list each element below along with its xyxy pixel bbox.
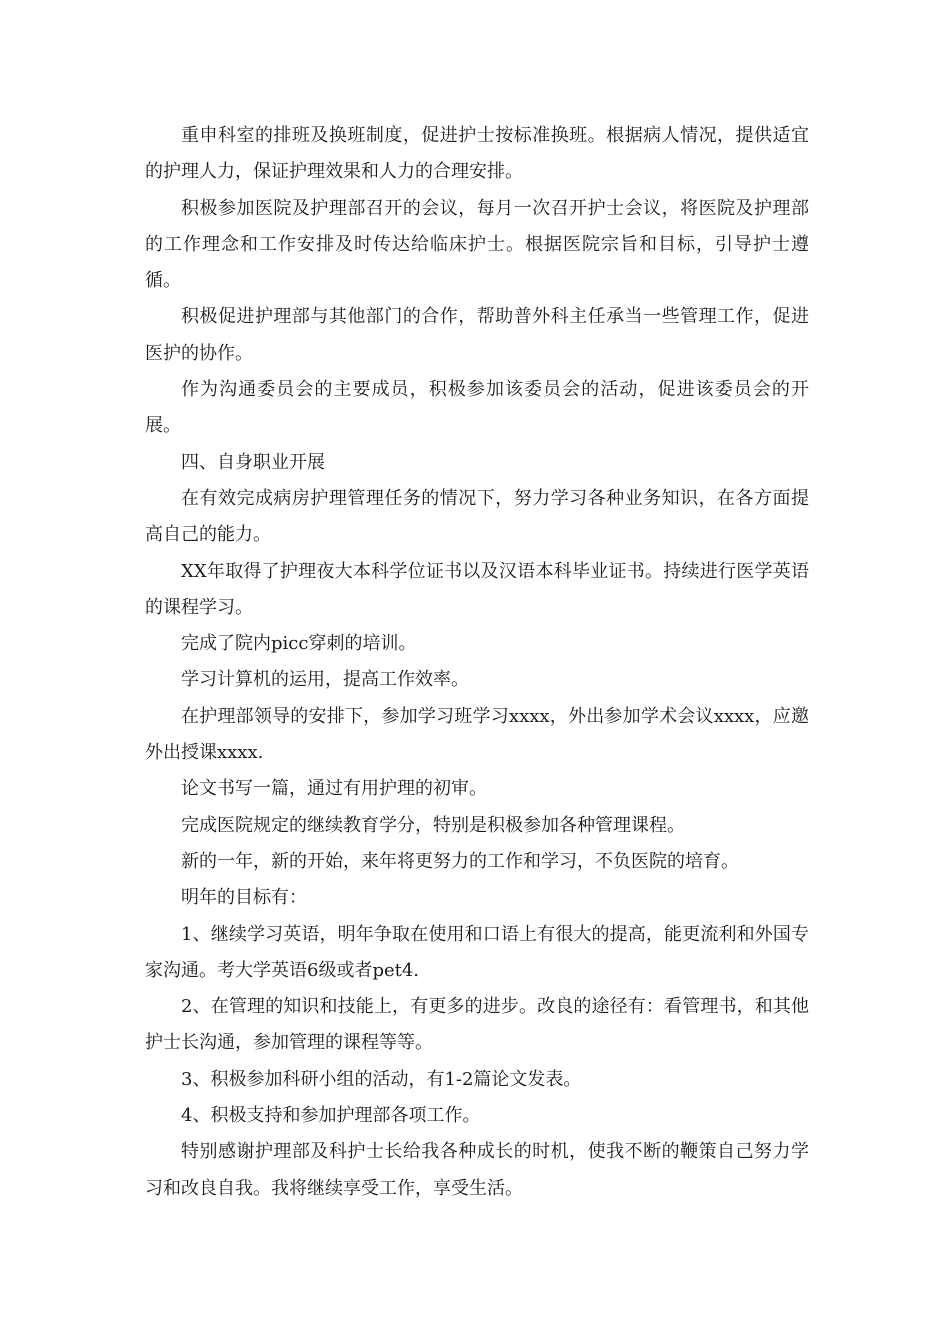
- goal-item: 2、在管理的知识和技能上，有更多的进步。改良的途径有：看管理书，和其他护士长沟通，参加管理的课程等等。: [145, 996, 809, 1054]
- paragraph: 新的一年，新的开始，来年将更努力的工作和学习，不负医院的培育。: [181, 850, 739, 872]
- paragraph: 完成医院规定的继续教育学分，特别是积极参加各种管理课程。: [181, 814, 685, 836]
- paragraph: 论文书写一篇，通过有用护理的初审。: [181, 778, 487, 800]
- paragraph: 学习计算机的运用，提高工作效率。: [181, 669, 469, 691]
- section-heading: 四、自身职业开展: [181, 451, 325, 473]
- paragraph: XX年取得了护理夜大本科学位证书以及汉语本科毕业证书。持续进行医学英语的课程学习。: [145, 560, 809, 618]
- paragraph: 积极参加医院及护理部召开的会议，每月一次召开护士会议，将医院及护理部的工作理念和工作安排及时传达给临床护士。根据医院宗旨和目标，引导护士遵循。: [145, 197, 809, 292]
- paragraph: 完成了院内picc穿刺的培训。: [181, 633, 417, 655]
- closing-paragraph: 特别感谢护理部及科护士长给我各种成长的时机，使我不断的鞭策自己努力学习和改良自我。我将继续享受工作，享受生活。: [145, 1141, 809, 1199]
- goal-item: 3、积极参加科研小组的活动，有1-2篇论文发表。: [181, 1068, 582, 1090]
- paragraph: 积极促进护理部与其他部门的合作，帮助普外科主任承当一些管理工作，促进医护的协作。: [145, 306, 809, 364]
- goal-item: 4、积极支持和参加护理部各项工作。: [181, 1105, 481, 1127]
- paragraph: 作为沟通委员会的主要成员，积极参加该委员会的活动，促进该委员会的开展。: [145, 379, 809, 437]
- goals-heading: 明年的目标有：: [181, 887, 307, 909]
- paragraph: 重申科室的排班及换班制度，促进护士按标准换班。根据病人情况，提供适宜的护理人力，保证护理效果和人力的合理安排。: [145, 125, 809, 183]
- paragraph: 在有效完成病房护理管理任务的情况下，努力学习各种业务知识，在各方面提高自己的能力。: [145, 487, 809, 546]
- goal-item: 1、继续学习英语，明年争取在使用和口语上有很大的提高，能更流利和外国专家沟通。考大学英语6级或者pet4.: [145, 923, 809, 981]
- paragraph: 在护理部领导的安排下，参加学习班学习xxxx，外出参加学术会议xxxx，应邀外出授课xxxx.: [145, 705, 809, 764]
- document-body: [145, 118, 809, 1207]
